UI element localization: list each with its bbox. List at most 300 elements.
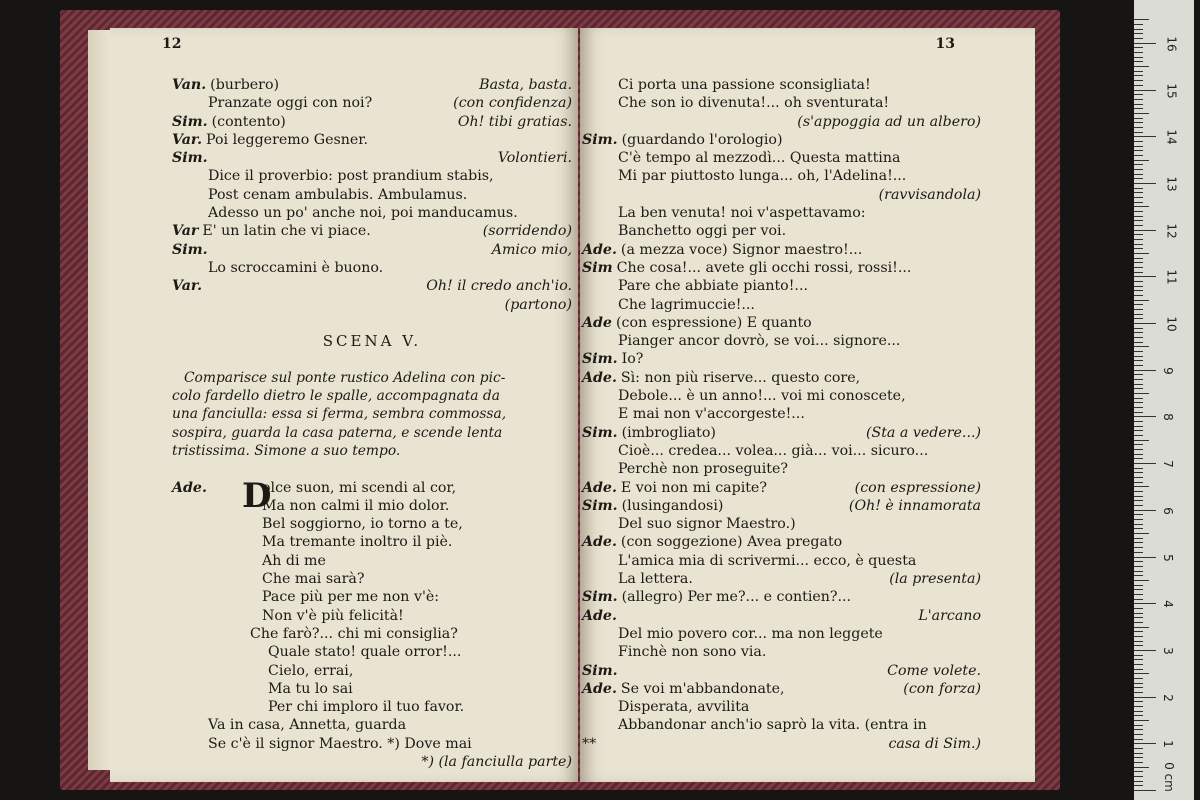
ruler-tick xyxy=(1134,463,1156,464)
line-text: Se voi m'abbandonate, xyxy=(620,680,785,697)
text-line xyxy=(582,296,981,314)
line-text: C'è tempo al mezzodì... Questa mattina xyxy=(618,150,901,167)
stage-direction: (con espressione) xyxy=(854,479,981,496)
ruler-tick xyxy=(1134,706,1143,707)
speaker-label: Van. xyxy=(172,77,207,93)
ruler-tick xyxy=(1134,519,1143,520)
ruler-tick xyxy=(1134,104,1143,105)
text-line xyxy=(582,424,981,442)
ruler-tick xyxy=(1134,659,1143,660)
drop-cap: D xyxy=(242,475,272,516)
line-text: Del suo signor Maestro.) xyxy=(618,516,796,533)
ruler-tick xyxy=(1134,580,1149,581)
line-text: Ci porta una passione sconsigliata! xyxy=(618,77,871,93)
ruler-tick xyxy=(1134,482,1143,483)
ruler-tick xyxy=(1134,225,1143,226)
ruler-tick xyxy=(1134,108,1143,109)
ruler-label: 0 cm xyxy=(1161,762,1176,792)
ruler-tick xyxy=(1134,641,1143,642)
ruler-tick xyxy=(1134,155,1143,156)
ruler-tick xyxy=(1134,19,1149,20)
text-line xyxy=(172,643,572,661)
stage-direction: (partono) xyxy=(504,296,572,313)
ruler-tick xyxy=(1134,374,1143,375)
stage-direction: Oh! tibi gratias. xyxy=(457,113,572,130)
ruler-tick xyxy=(1134,613,1143,614)
text-line xyxy=(172,716,572,734)
ruler-tick xyxy=(1134,220,1143,221)
ruler-number: 10 xyxy=(1164,316,1179,332)
ruler-tick xyxy=(1134,407,1143,408)
speaker-label: Var. xyxy=(172,131,203,148)
stage-direction: (s'appoggia ad un albero) xyxy=(797,113,981,130)
line-text: (lusingandosi) xyxy=(621,497,724,514)
speaker-label: Sim. xyxy=(582,351,618,368)
text-line xyxy=(172,625,572,643)
ruler-tick xyxy=(1134,608,1143,609)
line-text: Ma non calmi il mio dolor. xyxy=(262,497,450,514)
stage-direction: (sorridendo) xyxy=(482,223,572,240)
ruler-tick xyxy=(1134,645,1143,646)
text-line xyxy=(582,588,981,606)
ruler-tick xyxy=(1134,589,1143,590)
speaker-label: Var xyxy=(172,223,199,240)
line-text: Ma tremante inoltro il piè. xyxy=(262,534,453,551)
ruler-tick xyxy=(1134,402,1143,403)
ruler-tick xyxy=(1134,491,1143,492)
line-text: Finchè non sono via. xyxy=(618,644,767,661)
ruler-tick xyxy=(1134,547,1143,548)
text-line xyxy=(582,698,981,716)
line-text: Debole... è un anno!... voi mi conoscete, xyxy=(618,388,906,405)
stage-direction: (la presenta) xyxy=(889,571,981,588)
scene-title: SCENA V. xyxy=(322,332,422,351)
ruler-tick xyxy=(1134,627,1149,628)
stage-direction: *) (la fanciulla parte) xyxy=(421,753,572,770)
ruler-tick xyxy=(1134,99,1143,100)
scene-description-line: Comparisce sul ponte rustico Adelina con pic- xyxy=(184,369,506,386)
ruler-tick xyxy=(1134,715,1143,716)
ruler-tick xyxy=(1134,771,1143,772)
text-line xyxy=(582,186,981,204)
ruler-tick xyxy=(1134,650,1156,651)
ruler-tick xyxy=(1134,66,1149,67)
ruler-tick xyxy=(1134,416,1156,417)
text-line xyxy=(172,515,572,533)
ruler-tick xyxy=(1134,318,1143,319)
ruler-tick xyxy=(1134,561,1143,562)
measuring-ruler xyxy=(1134,0,1194,800)
line-text: Ah di me xyxy=(262,552,326,569)
ruler-tick xyxy=(1134,206,1149,207)
ruler-number: 4 xyxy=(1160,600,1175,609)
ruler-tick xyxy=(1134,351,1143,352)
ruler-tick xyxy=(1134,85,1143,86)
ruler-tick xyxy=(1134,150,1143,151)
ruler-tick xyxy=(1134,631,1143,632)
line-text: Pianger ancor dovrò, se voi... signore... xyxy=(618,333,901,350)
ruler-tick xyxy=(1134,118,1143,119)
line-text: Che farò?... chi mi consiglia? xyxy=(250,625,458,642)
ruler-tick xyxy=(1134,388,1143,389)
line-text: Post cenam ambulabis. Ambulamus. xyxy=(208,186,468,203)
ruler-tick xyxy=(1134,664,1143,665)
line-text: Abbandonar anch'io saprò la vita. (entra in xyxy=(618,717,927,734)
text-line xyxy=(582,497,981,515)
speaker-label: Sim. xyxy=(582,424,618,441)
ruler-tick xyxy=(1134,790,1156,791)
line-text: Per chi imploro il tuo favor. xyxy=(268,699,465,716)
ruler-tick xyxy=(1134,472,1143,473)
stage-direction: Oh! il credo anch'io. xyxy=(426,278,572,295)
ruler-tick xyxy=(1134,514,1143,515)
ruler-number: 14 xyxy=(1164,129,1179,145)
ruler-tick xyxy=(1134,188,1143,189)
ruler-tick xyxy=(1134,585,1143,586)
speaker-label: Sim. xyxy=(172,113,208,130)
ruler-number: 5 xyxy=(1160,553,1175,562)
right-text-block xyxy=(582,76,981,753)
ruler-tick xyxy=(1134,673,1149,674)
ruler-tick xyxy=(1134,346,1149,347)
ruler-tick xyxy=(1134,524,1143,525)
ruler-tick xyxy=(1134,711,1143,712)
speaker-label: Sim xyxy=(582,259,613,276)
speaker-label: Sim. xyxy=(172,241,208,258)
ruler-tick xyxy=(1134,734,1143,735)
line-text: Che lagrimuccie!... xyxy=(618,296,755,313)
text-line xyxy=(582,625,981,643)
text-line xyxy=(582,149,981,167)
ruler-number: 9 xyxy=(1160,366,1175,375)
ruler-tick xyxy=(1134,575,1143,576)
ruler-tick xyxy=(1134,571,1143,572)
ruler-tick xyxy=(1134,449,1143,450)
ruler-tick xyxy=(1134,127,1143,128)
page-number-left: 12 xyxy=(162,36,182,52)
ruler-tick xyxy=(1134,426,1143,427)
line-text: (allegro) Per me?... e contien?... xyxy=(621,589,852,606)
speaker-label: Ade. xyxy=(582,369,617,386)
stage-direction: Basta, basta. xyxy=(479,77,572,93)
text-line xyxy=(582,204,981,222)
stage-direction: Come volete. xyxy=(887,662,981,679)
ruler-tick xyxy=(1134,309,1143,310)
ruler-tick xyxy=(1134,757,1143,758)
text-line xyxy=(582,405,981,423)
ruler-tick xyxy=(1134,328,1143,329)
text-line xyxy=(172,186,572,204)
ruler-tick xyxy=(1134,697,1156,698)
ruler-tick xyxy=(1134,248,1143,249)
speaker-label: Var. xyxy=(172,278,203,295)
text-line xyxy=(172,149,572,167)
ruler-tick xyxy=(1134,183,1156,184)
ruler-number: 13 xyxy=(1164,176,1179,192)
ruler-tick xyxy=(1134,468,1143,469)
ruler-tick xyxy=(1134,669,1143,670)
stage-direction: (Oh! è innamorata xyxy=(848,497,981,514)
ruler-number: 8 xyxy=(1160,413,1175,422)
line-text: Dice il proverbio: post prandium stabis, xyxy=(208,168,494,185)
ruler-tick xyxy=(1134,169,1143,170)
line-text: Banchetto oggi per voi. xyxy=(618,223,787,240)
ruler-tick xyxy=(1134,379,1143,380)
ruler-tick xyxy=(1134,370,1156,371)
stage-direction: (con forza) xyxy=(903,680,981,697)
page-number-right: 13 xyxy=(935,36,955,52)
line-text: Disperata, avvilita xyxy=(618,699,750,716)
ruler-tick xyxy=(1134,683,1143,684)
text-line xyxy=(172,497,572,515)
text-line xyxy=(172,607,572,625)
ruler-tick xyxy=(1134,258,1143,259)
speaker-label: Ade. xyxy=(582,680,617,697)
ruler-tick xyxy=(1134,762,1143,763)
line-text: Che cosa!... avete gli occhi rossi, rossi!... xyxy=(616,259,912,276)
ruler-tick xyxy=(1134,290,1143,291)
ruler-number: 16 xyxy=(1164,36,1179,52)
text-line xyxy=(582,387,981,405)
ruler-tick xyxy=(1134,295,1143,296)
ruler-tick xyxy=(1134,500,1143,501)
line-text: Che mai sarà? xyxy=(262,571,365,588)
ruler-number: 1 xyxy=(1160,740,1175,749)
ruler-tick xyxy=(1134,197,1143,198)
right-page xyxy=(580,28,1035,782)
ruler-tick xyxy=(1134,594,1143,595)
text-line xyxy=(172,222,572,240)
line-text: Pranzate oggi con noi? xyxy=(208,95,373,112)
ruler-tick xyxy=(1134,24,1143,25)
text-line xyxy=(582,350,981,368)
ruler-tick xyxy=(1134,486,1149,487)
text-line xyxy=(582,241,981,259)
ruler-tick xyxy=(1134,748,1143,749)
ruler-tick xyxy=(1134,141,1143,142)
text-line xyxy=(172,735,572,753)
line-text: Bel soggiorno, io torno a te, xyxy=(262,516,463,533)
ruler-number: 6 xyxy=(1160,506,1175,515)
text-line xyxy=(582,716,981,734)
text-line xyxy=(582,369,981,387)
line-text: La ben venuta! noi v'aspettavamo: xyxy=(618,205,866,222)
scene-description-line: sospira, guarda la casa paterna, e scende lenta xyxy=(172,424,503,441)
ruler-tick xyxy=(1134,365,1143,366)
ruler-number: 15 xyxy=(1164,82,1179,99)
scene-description-line: una fanciulla: essa si ferma, sembra commossa, xyxy=(172,406,507,423)
text-line xyxy=(582,460,981,478)
text-line xyxy=(172,533,572,551)
ruler-tick xyxy=(1134,430,1143,431)
line-text: olce suon, mi scendi al cor, xyxy=(262,479,457,496)
text-line xyxy=(172,698,572,716)
line-text: ** xyxy=(582,735,597,752)
ruler-tick xyxy=(1134,323,1156,324)
ruler-tick xyxy=(1134,90,1156,91)
ruler-tick xyxy=(1134,421,1143,422)
speaker-label: Sim. xyxy=(582,497,618,514)
text-line xyxy=(172,680,572,698)
speaker-label: Ade. xyxy=(582,534,617,551)
ruler-tick xyxy=(1134,603,1156,604)
line-text: (con soggezione) Avea pregato xyxy=(620,534,843,551)
line-text: Adesso un po' anche noi, poi manducamus. xyxy=(208,205,518,222)
line-text: Del mio povero cor... ma non leggete xyxy=(618,625,883,642)
ruler-tick xyxy=(1134,505,1143,506)
text-line xyxy=(172,94,572,112)
ruler-tick xyxy=(1134,781,1143,782)
ruler-tick xyxy=(1134,244,1143,245)
text-line xyxy=(582,222,981,240)
ruler-tick xyxy=(1134,136,1156,137)
text-line xyxy=(582,479,981,497)
line-text: Cielo, errai, xyxy=(268,662,354,679)
text-line xyxy=(172,241,572,259)
line-text: Lo scroccamini è buono. xyxy=(208,259,384,276)
line-text: E mai non v'accorgeste!... xyxy=(618,406,805,423)
line-text: Poi leggeremo Gesner. xyxy=(206,131,369,148)
text-line xyxy=(172,76,572,94)
ruler-tick xyxy=(1134,337,1143,338)
ruler-tick xyxy=(1134,542,1143,543)
stage-direction: casa di Sim.) xyxy=(888,735,981,752)
text-line xyxy=(172,167,572,185)
ruler-tick xyxy=(1134,80,1143,81)
ruler-tick xyxy=(1134,739,1143,740)
line-text: (contento) xyxy=(211,113,286,130)
ruler-tick xyxy=(1134,776,1143,777)
text-line xyxy=(582,570,981,588)
line-text: Mi par piuttosto lunga... oh, l'Adelina!... xyxy=(618,168,907,185)
text-line xyxy=(172,588,572,606)
ruler-tick xyxy=(1134,33,1143,34)
ruler-tick xyxy=(1134,57,1143,58)
speaker-label: Sim. xyxy=(582,662,618,679)
ruler-tick xyxy=(1134,692,1143,693)
speaker-label: Ade. xyxy=(582,479,617,496)
ruler-tick xyxy=(1134,435,1143,436)
line-text: Quale stato! quale orror!... xyxy=(268,644,462,661)
ruler-tick xyxy=(1134,655,1143,656)
ruler-tick xyxy=(1134,122,1143,123)
text-line xyxy=(172,113,572,131)
text-line xyxy=(582,76,981,94)
ruler-tick xyxy=(1134,262,1143,263)
ruler-tick xyxy=(1134,314,1143,315)
ruler-tick xyxy=(1134,304,1143,305)
text-line xyxy=(582,332,981,350)
text-line xyxy=(582,259,981,277)
ruler-tick xyxy=(1134,43,1156,44)
speaker-label: Sim. xyxy=(172,150,208,167)
text-line xyxy=(172,204,572,222)
text-line xyxy=(172,753,572,771)
line-text: Ma tu lo sai xyxy=(268,680,353,697)
line-text: Sì: non più riserve... questo core, xyxy=(620,369,861,386)
text-line xyxy=(582,94,981,112)
text-line xyxy=(172,570,572,588)
ruler-tick xyxy=(1134,412,1143,413)
ruler-tick xyxy=(1134,360,1143,361)
text-line xyxy=(582,167,981,185)
ruler-tick xyxy=(1134,720,1149,721)
line-text: (a mezza voce) Signor maestro!... xyxy=(620,241,863,258)
text-line xyxy=(582,643,981,661)
ruler-tick xyxy=(1134,552,1143,553)
ruler-tick xyxy=(1134,743,1156,744)
ruler-tick xyxy=(1134,281,1143,282)
ruler-tick xyxy=(1134,253,1149,254)
ruler-tick xyxy=(1134,192,1143,193)
ruler-tick xyxy=(1134,622,1143,623)
line-text: Se c'è il signor Maestro. *) Dove mai xyxy=(208,735,472,752)
ruler-tick xyxy=(1134,234,1143,235)
text-line xyxy=(582,277,981,295)
page-edge xyxy=(88,30,110,770)
ruler-number: 7 xyxy=(1160,460,1175,468)
stage-direction: Amico mio, xyxy=(491,241,572,258)
ruler-tick xyxy=(1134,276,1156,277)
ruler-tick xyxy=(1134,701,1143,702)
text-line xyxy=(172,259,572,277)
ruler-tick xyxy=(1134,398,1143,399)
line-text: (imbrogliato) xyxy=(621,424,716,441)
ruler-tick xyxy=(1134,230,1156,231)
ruler-tick xyxy=(1134,599,1143,600)
ruler-number: 11 xyxy=(1164,269,1179,285)
ruler-tick xyxy=(1134,725,1143,726)
line-text: Che son io divenuta!... oh sventurata! xyxy=(618,95,890,112)
ruler-tick xyxy=(1134,384,1143,385)
ruler-tick xyxy=(1134,510,1156,511)
ruler-tick xyxy=(1134,767,1149,768)
ruler-tick xyxy=(1134,393,1149,394)
ruler-tick xyxy=(1134,164,1143,165)
ruler-tick xyxy=(1134,286,1143,287)
ruler-tick xyxy=(1134,444,1143,445)
scene-description-line: colo fardello dietro le spalle, accompagnata da xyxy=(172,388,500,405)
ruler-number: 3 xyxy=(1160,647,1175,655)
line-text: Io? xyxy=(621,351,644,368)
line-text: (guardando l'orologio) xyxy=(621,131,783,148)
ruler-tick xyxy=(1134,272,1143,273)
ruler-tick xyxy=(1134,356,1143,357)
text-line xyxy=(582,131,981,149)
ruler-tick xyxy=(1134,617,1143,618)
speaker-label: Ade xyxy=(582,314,612,331)
ruler-number: 12 xyxy=(1164,222,1179,239)
line-text: Non v'è più felicità! xyxy=(262,607,404,624)
line-text: (con espressione) E quanto xyxy=(615,314,812,331)
ruler-number: 2 xyxy=(1160,693,1175,702)
ruler-tick xyxy=(1134,132,1143,133)
ruler-tick xyxy=(1134,533,1149,534)
text-line xyxy=(582,680,981,698)
text-line xyxy=(582,442,981,460)
scene-description-line: tristissima. Simone a suo tempo. xyxy=(172,442,401,459)
ruler-tick xyxy=(1134,216,1143,217)
ruler-tick xyxy=(1134,211,1143,212)
text-line xyxy=(172,277,572,295)
ruler-tick xyxy=(1134,160,1149,161)
stage-direction: Volontieri. xyxy=(497,150,572,167)
line-text: Pace più per me non v'è: xyxy=(262,589,440,606)
speaker-label: Sim. xyxy=(582,131,618,148)
ruler-tick xyxy=(1134,332,1143,333)
speaker-label: Ade. xyxy=(582,607,617,624)
ruler-tick xyxy=(1134,678,1143,679)
